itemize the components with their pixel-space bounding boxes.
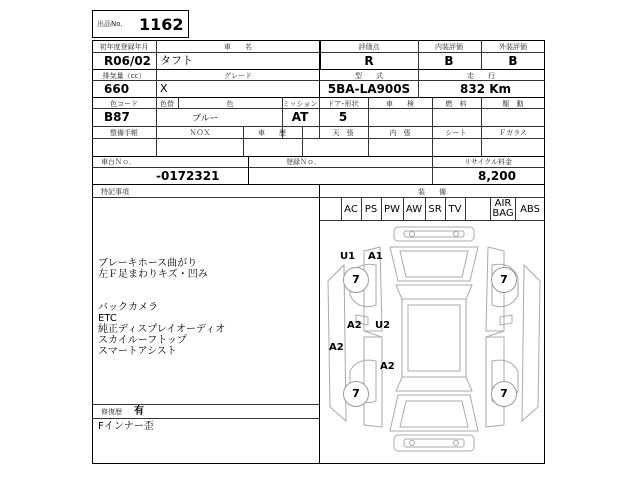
lot-number-box: [92, 10, 189, 38]
tire-front-right: 7: [491, 267, 517, 293]
doors-value: 5: [338, 110, 348, 124]
repair-note: Fインナー歪: [98, 421, 154, 432]
chassis-label: 車台Ｎｏ．: [101, 158, 136, 166]
repair-label: 修復歴: [101, 408, 122, 416]
equip-airbag: AIR BAG: [492, 198, 514, 219]
color-code-value: B87: [104, 110, 130, 124]
ext-eval-label: 外装評価: [499, 43, 527, 51]
interior-label: 内 張: [389, 129, 411, 137]
lot-label: 出品No．: [97, 20, 128, 28]
roof-label: 天 張: [332, 129, 354, 137]
doors-label: ドア･形状: [327, 100, 359, 108]
displacement-value: 660: [104, 82, 130, 96]
remark-line-4: バックカメラ: [98, 302, 158, 313]
remark-line-2: 左Ｆ足まわりキズ・凹み: [98, 269, 208, 280]
chassis-value: -0172321: [156, 169, 220, 183]
remark-line-1: ブレーキホース曲がり: [98, 258, 198, 269]
mileage-value: 832 Km: [460, 82, 512, 96]
fuel-label: 燃 料: [445, 100, 467, 108]
tire-front-left: 7: [343, 267, 369, 293]
mission-label: ミッション: [282, 100, 318, 108]
color-label: 色: [226, 100, 234, 108]
history-label: 車 歴: [258, 129, 286, 137]
damage-mark-a1: A1: [368, 251, 383, 262]
recycle-label: リサイクル料金: [463, 158, 513, 166]
car-name-label: 車 名: [224, 43, 252, 51]
model-value: 5BA-LA900S: [327, 82, 411, 96]
equip-abs: ABS: [520, 204, 540, 215]
first-reg-value: R06/02: [104, 54, 152, 68]
drive-label: 駆 動: [502, 100, 524, 108]
remark-line-5: ETC: [98, 313, 117, 324]
reg-no-label: 登録Ｎｏ．: [286, 158, 321, 166]
remark-line-8: スマートアシスト: [98, 346, 177, 357]
remark-line-7: スカイルーフトップ: [98, 335, 187, 346]
equip-ps: PS: [364, 204, 378, 215]
seat-label: シート: [445, 129, 467, 137]
tire-rear-left: 7: [343, 381, 369, 407]
int-eval-value: B: [444, 54, 454, 68]
color-value: ブルー: [192, 114, 219, 124]
damage-mark-u1: U1: [340, 251, 356, 262]
repair-value: 有: [134, 406, 144, 417]
ext-eval-value: B: [508, 54, 518, 68]
equip-aw: AW: [405, 204, 423, 215]
equip-sr: SR: [428, 204, 442, 215]
damage-mark-a2-far: A2: [329, 342, 344, 353]
damage-mark-a2-rear: A2: [380, 361, 395, 372]
damage-mark-a2-left: A2: [347, 320, 362, 331]
fglass-label: Ｆガラス: [499, 129, 527, 137]
color-code-label: 色コード: [110, 100, 138, 108]
equip-ac: AC: [344, 204, 358, 215]
equipment-label: 装 備: [418, 188, 446, 196]
displacement-label: 排気量（cc）: [102, 72, 146, 80]
damage-mark-u2: U2: [375, 320, 391, 331]
mission-value: AT: [291, 110, 309, 124]
lot-number: 1162: [139, 15, 184, 34]
eval-value: R: [364, 54, 374, 68]
equip-tv: TV: [448, 204, 462, 215]
car-name-value: タフト: [160, 54, 193, 67]
inspection-label: 車 検: [386, 100, 414, 108]
tire-rear-right: 7: [491, 381, 517, 407]
equip-pw: PW: [384, 204, 400, 215]
eval-label: 評価点: [358, 43, 380, 51]
grade-label: グレード: [224, 72, 252, 80]
model-label: 型 式: [355, 72, 383, 80]
manual-label: 整備手帳: [110, 129, 138, 137]
recycle-value: 8,200: [478, 169, 516, 183]
color-type-label: 色替: [160, 100, 174, 108]
remark-line-6: 純正ディスプレイオーディオ: [98, 324, 226, 335]
first-reg-label: 初年度登録年月: [99, 43, 149, 51]
mileage-label: 走 行: [467, 72, 495, 80]
remarks-label: 特記事項: [101, 188, 129, 196]
grade-value: X: [160, 82, 168, 95]
equipment-row: [341, 198, 545, 220]
nox-label: ＮＯＸ: [189, 129, 211, 137]
int-eval-label: 内装評価: [435, 43, 463, 51]
